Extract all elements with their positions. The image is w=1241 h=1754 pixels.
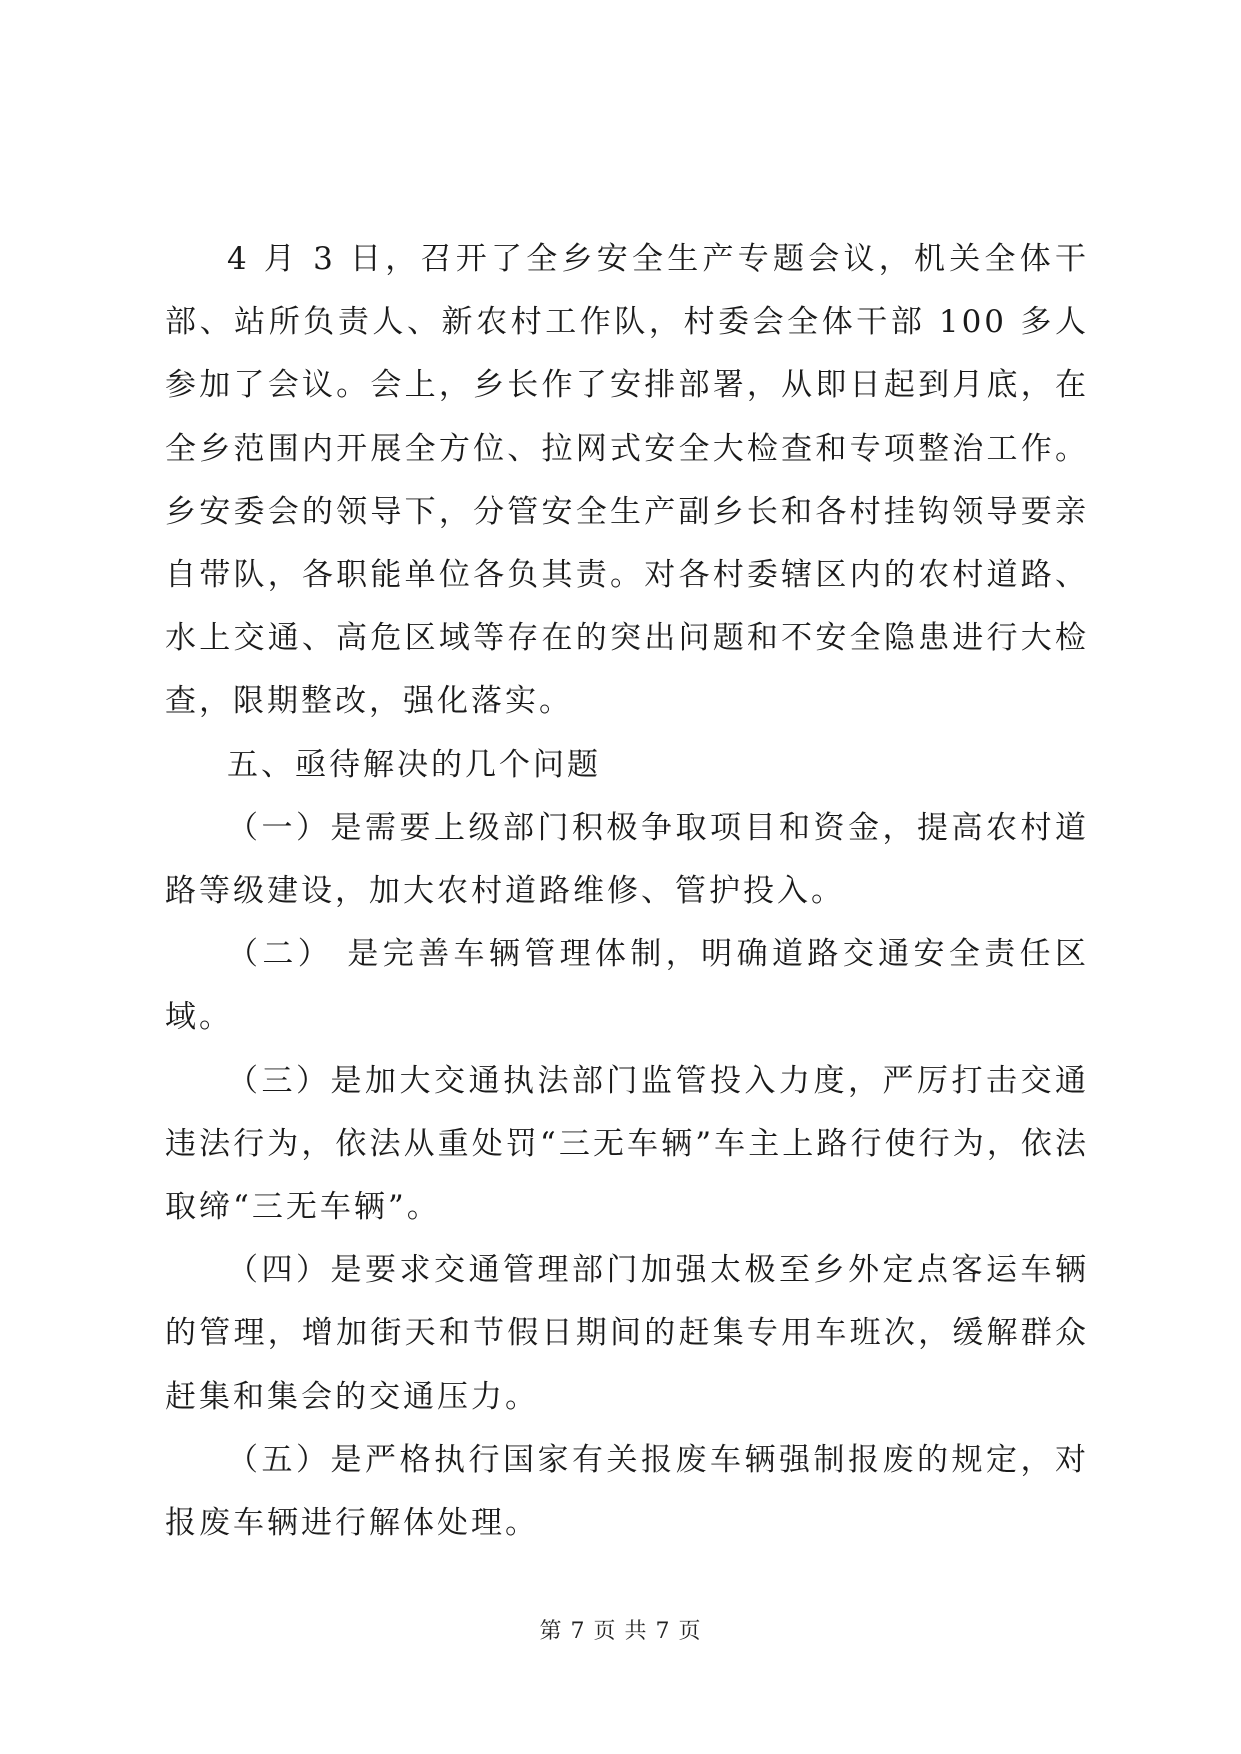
paragraph-meeting: 4 月 3 日，召开了全乡安全生产专题会议，机关全体干部、站所负责人、新农村工作队，村委会全体干部 100 多人参加了会议。会上，乡长作了安排部署，从即日起到月底，在全乡范围内开展全方位、拉网式安全大检查和专项整治工作。乡安委会的领导下，分管安全生产副乡长和各村挂钩领导要亲自带队，各职能单位各负其责。对各村委辖区内的农村道路、水上交通、高危区域等存在的突出问题和不安全隐患进行大检查，限期整改，强化落实。: [165, 241, 1089, 720]
page-footer: 第 7 页 共 7 页: [539, 1619, 702, 1644]
issue-item-3: （三）是加大交通执法部门监管投入力度，严厉打击交通违法行为，依法从重处罚“三无车辆”车主上路行使行为，依法取缔“三无车辆”。: [165, 1062, 1089, 1226]
issue-item-2: （二） 是完善车辆管理体制，明确道路交通安全责任区域。: [165, 936, 1089, 1036]
section-heading: 五、亟待解决的几个问题: [227, 746, 601, 783]
issue-item-4: （四）是要求交通管理部门加强太极至乡外定点客运车辆的管理，增加街天和节假日期间的赶集专用车班次，缓解群众赶集和集会的交通压力。: [165, 1252, 1089, 1415]
issue-item-1: （一）是需要上级部门积极争取项目和资金，提高农村道路等级建设，加大农村道路维修、管护投入。: [165, 809, 1089, 910]
issue-item-5: （五）是严格执行国家有关报废车辆强制报废的规定，对报废车辆进行解体处理。: [165, 1441, 1089, 1542]
document-body: [165, 228, 1089, 1555]
